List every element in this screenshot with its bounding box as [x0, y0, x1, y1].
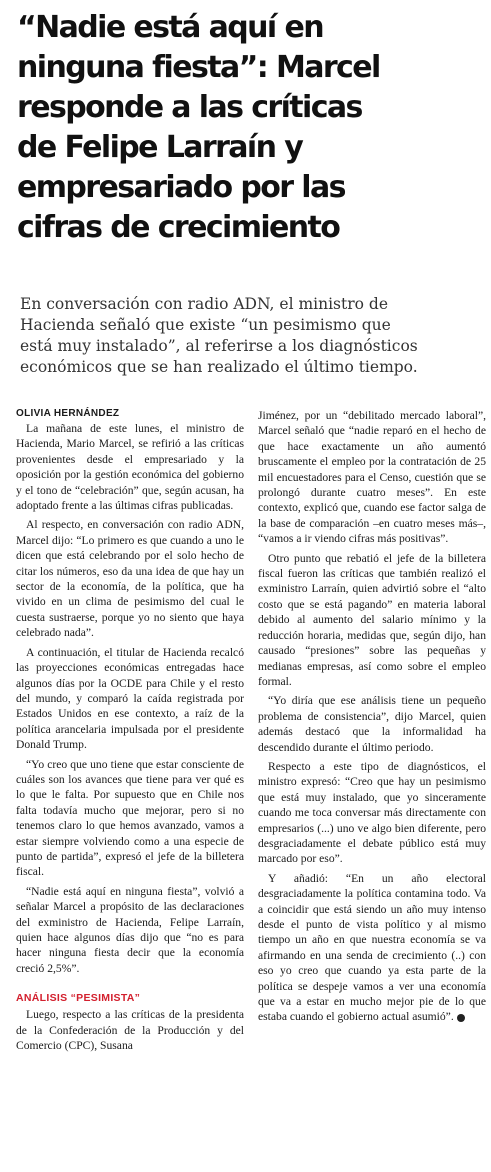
lead-line: Hacienda señaló que existe “un pesimismo que — [20, 316, 391, 334]
headline-line: empresariado por las — [17, 170, 345, 205]
body-paragraph: Al respecto, en conversación con radio ADN, Marcel dijo: “Lo primero es que cuando a uno le dicen que está celebrando por el solo hecho de citar los números, eso da una idea de que hay un sector de la economía, de la política, que ha vivido en un clima de pesimismo del cual le cuesta sustraerse, porque yo no siento que haya celebrado nada”. — [16, 518, 244, 640]
section-subhead: ANÁLISIS “PESIMISTA” — [16, 992, 141, 1005]
body-paragraph: La mañana de este lunes, el ministro de Hacienda, Mario Marcel, se refirió a las críticas provenientes desde el empresariado y la oposición por la gestión económica del gobierno y el tono de “celebración” que, según acusan, ha adoptado frente a las últimas cifras publicadas. — [16, 422, 244, 513]
body-paragraph: “Nadie está aquí en ninguna fiesta”, volvió a señalar Marcel a propósito de las declaraciones del exministro de Hacienda, Felipe Larraín, quien hace algunos días dijo que “no es para hacer ninguna fiesta decir que la economía creció 2,5%”. — [16, 884, 244, 975]
lead-line: En conversación con radio ADN, el ministro de — [20, 295, 388, 313]
body-paragraph: Luego, respecto a las críticas de la presidenta de la Confederación de la Producción y del Comercio (CPC), Susana — [16, 1008, 244, 1053]
byline: OLIVIA HERNÁNDEZ — [16, 408, 120, 419]
headline-line: ninguna fiesta”: Marcel — [17, 50, 380, 85]
article-column-left — [16, 408, 244, 1057]
headline — [17, 8, 487, 248]
body-paragraph: Jiménez, por un “debilitado mercado laboral”, Marcel señaló que “nadie reparó en el hecho de que hace exactamente un año aumentó bruscamente el empleo por la contratación de 25 mil encuestadores para el Censo, cuestión que se prolongó durante cuatro meses”. En este contexto, explicó que, cuando ese factor salga de la base de comparación –en cuatro meses más–, “vamos a ir viendo cifras más positivas”. — [258, 409, 486, 546]
body-paragraph: Otro punto que rebatió el jefe de la billetera fiscal fueron las críticas que también realizó el exministro Larraín, quien advirtió sobre el “alto costo que se está pagando” en materia laboral debido al aumento del salario mínimo y la reducción horaria, medidas que, según dijo, han causado “presiones” sobre las pequeñas y medianas empresas, así como sobre el empleo formal. — [258, 551, 486, 688]
lead-line: está muy instalado”, al referirse a los diagnósticos — [20, 337, 418, 355]
lead-line: económicos que se han realizado el último tiempo. — [20, 358, 418, 376]
body-paragraph: A continuación, el titular de Hacienda recalcó las proyecciones económicas entregadas hace algunos días por la OCDE para Chile y el resto del mundo, y comparó la caída registrada por Estados Unidos en ese contexto, a raíz de la política arancelaria impulsada por el presidente Donald Trump. — [16, 645, 244, 752]
last-paragraph-text: Y añadió: “En un año electoral desgraciadamente la política contamina todo. Va a coincidir que está siendo un año muy intenso desde el punto de vista político y al mismo tiempo un año en que nuestra economía se va afirmando en una senda de crecimiento (..) con eso yo creo que cuando ya esta parte de la política se despeje vamos a ver una economía que va a estar en mucho mejor pie de lo que estaba cuando el gobierno actual asumió”. — [258, 871, 486, 1024]
end-of-article-icon — [457, 1014, 465, 1022]
headline-line: de Felipe Larraín y — [17, 130, 303, 165]
lead-paragraph — [20, 294, 485, 378]
body-paragraph: “Yo diría que ese análisis tiene un pequeño problema de consistencia”, dijo Marcel, quien además destacó que la informalidad ha descendido durante el último periodo. — [258, 694, 486, 754]
body-paragraph: “Yo creo que uno tiene que estar consciente de cuáles son los avances que tiene para ver qué es lo que le falta. Por supuesto que en Chile nos falta todavía mucho que mejorar, pero si no tenemos claro lo que hemos avanzado, vamos a estar siempre volviendo como a una especie de punto de partida”, expresó el jefe de la billetera fiscal. — [16, 757, 244, 879]
headline-line: responde a las críticas — [17, 90, 362, 125]
headline-line: “Nadie está aquí en — [17, 10, 323, 45]
headline-line: cifras de crecimiento — [17, 210, 340, 245]
article-column-right — [258, 408, 486, 1029]
last-body-paragraph — [258, 871, 486, 1025]
body-paragraph: Respecto a este tipo de diagnósticos, el ministro expresó: “Creo que hay un pesimismo que está muy instalado, que yo sinceramente cuando me toca conversar más directamente con empresarios (...) uno ve algo bien diferente, pero desgraciadamente el debate público está muy marcado por eso”. — [258, 759, 486, 866]
